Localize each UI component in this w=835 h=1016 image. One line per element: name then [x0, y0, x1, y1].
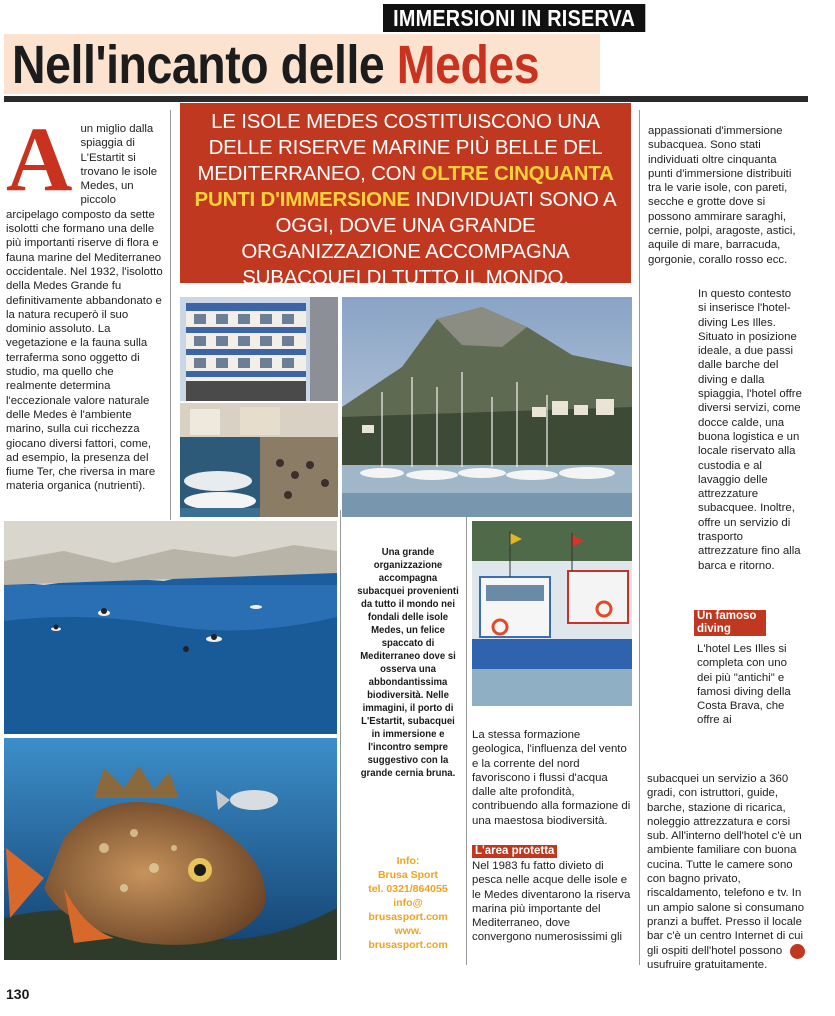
lead-text-2: INDIVIDUATI SONO A OGGI, DOVE UNA GRANDE ORGANIZZAZIONE ACCOMPAGNA SUBACQUEI DI TUTTO IL MONDO.: [241, 188, 617, 289]
headline-rule: [4, 96, 808, 102]
info-label: Info:: [396, 855, 420, 867]
column-divider: [340, 510, 341, 960]
column-divider: [639, 110, 640, 965]
subhead-famous-diving: Un famoso diving: [694, 610, 766, 636]
info-email-2: brusasport.com: [368, 911, 448, 923]
right-column-paragraph-3: L'hotel Les Illes si completa con uno dei più "antichi" e famosi diving della Costa Brava, che offre ai: [697, 643, 791, 727]
intro-paragraph: un miglio dalla spiaggia di L'Estartit si trovano le isole Medes, un piccolo arcipelago composto da sette isolotti che formano una delle più importanti riserve di flora e fauna marine del Mediterraneo occidentale. Nel 1932, l'isolotto della Medes Grande fu definitivamente abbandonato e la natura recuperò il suo dominio assoluto. La vegetazione e la fauna sulla terraferma sono oggetto di studio, ma quello che realmente determina l'eccezionale valore naturale delle Medes è l'ambiente marino, sulla cui ricchezza giocano diversi fattori, come, ad esempio, la presenza del fiume Ter, che riversa in mare materia organica (nutrienti).: [6, 123, 163, 493]
hotel-photo: [180, 297, 338, 401]
middle-column-paragraph-2: Nel 1983 fu fatto divieto di pesca nelle acque delle isole e le Medes diventarono la riserva marina più importante del Mediterraneo, dove convergono numerosissimi gli: [472, 860, 631, 944]
harbor-street-photo: [180, 403, 338, 517]
intro-column: [6, 108, 164, 494]
info-email-1: info@: [393, 897, 423, 909]
info-web-1: www.: [394, 925, 422, 937]
right-column-paragraph-1: appassionati d'immersione subacquea. Sono stati individuati oltre cinquanta punti d'immersione distribuiti tra le varie isole, con pareti, secche e grotte dove si possono ammirare saraghi, cernie, polpi, aragoste, astici, aquile di mare, barracuda, gorgonie, corallo rosso ecc.: [648, 125, 796, 266]
divers-surface-photo: [4, 521, 337, 734]
info-box: [352, 854, 464, 952]
end-of-article-dot: [790, 944, 805, 959]
right-column-paragraph-4: subacquei un servizio a 360 gradi, con istruttori, guide, barche, stazione di ricarica, noleggio attrezzatura e corsi sub. All'interno dell'hotel c'è un ambiente familiare con buona cucina. Tutte le camere sono con bagno privato, riscaldamento, telefono e tv. In un ampio salone si consumano pranzi a buffet. Presso il locale bar c'è un centro Internet di cui gli ospiti dell'hotel possono usufruire gratuitamente.: [647, 773, 805, 971]
photo-caption: Una grande organizzazione accompagna subacquei provenienti da tutto il mondo nei fondali delle isole Medes, un felice spaccato di Mediterraneo dove si osserva una abbondantissima biodiversità. Nelle immagini, il porto di L'Estartit, subacquei in immersione e l'incontro sempre suggestivo con la grande cernia bruna.: [357, 547, 459, 779]
section-kicker: IMMERSIONI IN RISERVA: [383, 4, 645, 32]
middle-column-paragraph-1: La stessa formazione geologica, l'influenza del vento e la corrente del nord favoriscono i flussi d'acqua dalle alte profondità, contribuendo alla formazione di una maestosa biodiversità.: [472, 729, 631, 827]
lead-text-1: LE ISOLE MEDES COSTITUISCONO UNA DELLE RISERVE MARINE PIÙ BELLE DEL MEDITERRANEO, CON: [197, 110, 603, 185]
lead-box: [180, 103, 631, 289]
drop-cap: A: [6, 108, 73, 210]
headline-main: Nell'incanto delle: [12, 35, 397, 95]
right-column-paragraph-2: In questo contesto si inserisce l'hotel-diving Les Illes. Situato in posizione ideale, a due passi dalle barche del diving e dalla spiaggia, l'hotel offre diversi servizi, come docce calde, una buona logistica e un locale riservato alla custodia e al lavaggio delle attrezzature subacquee. Inoltre, offre un servizio di trasporto attrezzature fino alla barca e ritorno.: [698, 288, 802, 572]
column-divider: [170, 110, 171, 520]
headline-accent: Medes: [396, 35, 540, 95]
info-phone: tel. 0321/864055: [368, 883, 448, 895]
grouper-fish-photo: [4, 738, 337, 960]
info-web-2: brusasport.com: [368, 939, 448, 951]
dive-boats-photo: [472, 521, 632, 706]
lead-highlight: OLTRE CINQUANTA PUNTI D'IMMERSIONE: [194, 162, 614, 211]
article-headline: [12, 34, 539, 94]
harbor-mountain-photo: [342, 297, 632, 517]
subhead-protected-area: L'area protetta: [472, 845, 557, 858]
column-divider: [466, 510, 467, 965]
page-number: 130: [6, 986, 30, 1002]
info-name: Brusa Sport: [377, 869, 439, 881]
